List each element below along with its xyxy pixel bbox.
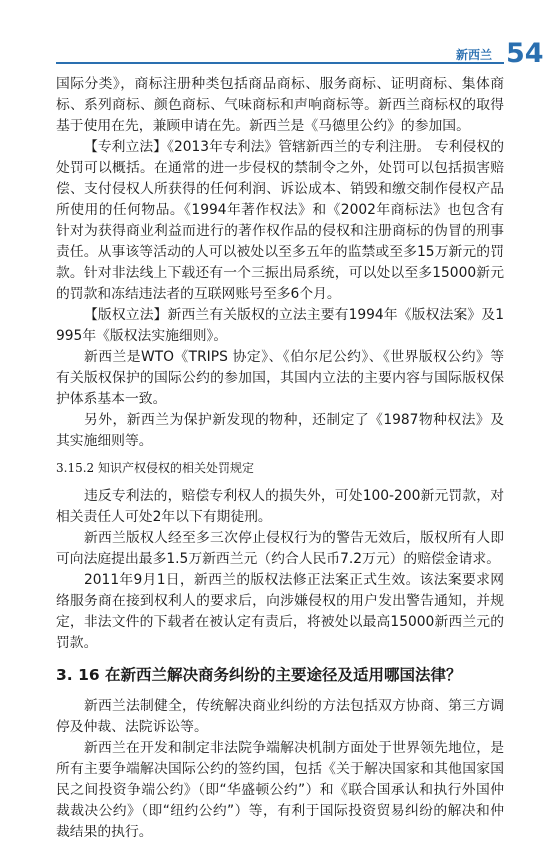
paragraph: 2011年9月1日，新西兰的版权法修正法案正式生效。该法案要求网络服务商在接到权利人的要求后，向涉嫌侵权的用户发出警告通知，并规定，非法文件的下载者在被认定有责后，将被处以最高15000新西兰元的罚款。	[56, 572, 504, 651]
section-heading: 3. 16 在新西兰解决商务纠纷的主要途径及适用哪国法律？	[56, 666, 462, 684]
subsection-heading: 3.15.2 知识产权侵权的相关处罚规定	[56, 461, 254, 475]
paragraph: 新西兰版权人经至多三次停止侵权行为的警告无效后，版权所有人即可向法庭提出最多1.5万新西兰元（约合人民币7.2万元）的赔偿金请求。	[56, 530, 504, 567]
paragraph: 新西兰法制健全，传统解决商业纠纷的方法包括双方协商、第三方调停及仲裁、法院诉讼等。	[56, 698, 504, 735]
page-number: 54	[506, 38, 544, 69]
header-rule	[56, 62, 504, 64]
paragraph: 【版权立法】新西兰有关版权的立法主要有1994年《版权法案》及1995年《版权法实施细则》。	[56, 307, 504, 344]
paragraph: 【专利立法】《2013年专利法》管辖新西兰的专利注册。 专利侵权的处罚可以概括。在通常的进一步侵权的禁制令之外，处罚可以包括损害赔偿、支付侵权人所获得的任何利润、诉讼成本、销毁和缴交制作侵权产品所使用的任何物品。《1994年著作权法》和《2002年商标法》也包含有针对为获得商业利益而进行的著作权作品的侵权和注册商标的伪冒的刑事责任。从事该等活动的人可以被处以至多五年的监禁或至多15万新元的罚款。针对非法线上下载还有一个三振出局系统，可以处以至多15000新元的罚款和冻结违法者的互联网账号至多6个月。	[56, 139, 504, 302]
paragraph: 新西兰是WTO《TRIPS 协定》、《伯尔尼公约》、《世界版权公约》等有关版权保护的国际公约的参加国，其国内立法的主要内容与国际版权保护体系基本一致。	[56, 349, 504, 407]
running-header-section: 新西兰	[456, 48, 493, 62]
paragraph: 国际分类》，商标注册种类包括商品商标、服务商标、证明商标、集体商标、系列商标、颜色商标、气味商标和声响商标等。新西兰商标权的取得基于使用在先，兼顾申请在先。新西兰是《马德里公约》的参加国。	[56, 76, 504, 134]
page-body	[56, 74, 504, 843]
paragraph: 另外，新西兰为保护新发现的物种，还制定了《1987物种权法》及其实施细则等。	[56, 412, 504, 449]
paragraph: 新西兰在开发和制定非法院争端解决机制方面处于世界领先地位，是所有主要争端解决国际公约的签约国，包括《关于解决国家和其他国家国民之间投资争端公约》（即“华盛顿公约”）和《联合国承认和执行外国仲裁裁决公约》（即“纽约公约”）等，有利于国际投资贸易纠纷的解决和仲裁结果的执行。	[56, 740, 504, 840]
paragraph: 违反专利法的，赔偿专利权人的损失外，可处100-200新元罚款，对相关责任人可处2年以下有期徒刑。	[56, 488, 504, 525]
